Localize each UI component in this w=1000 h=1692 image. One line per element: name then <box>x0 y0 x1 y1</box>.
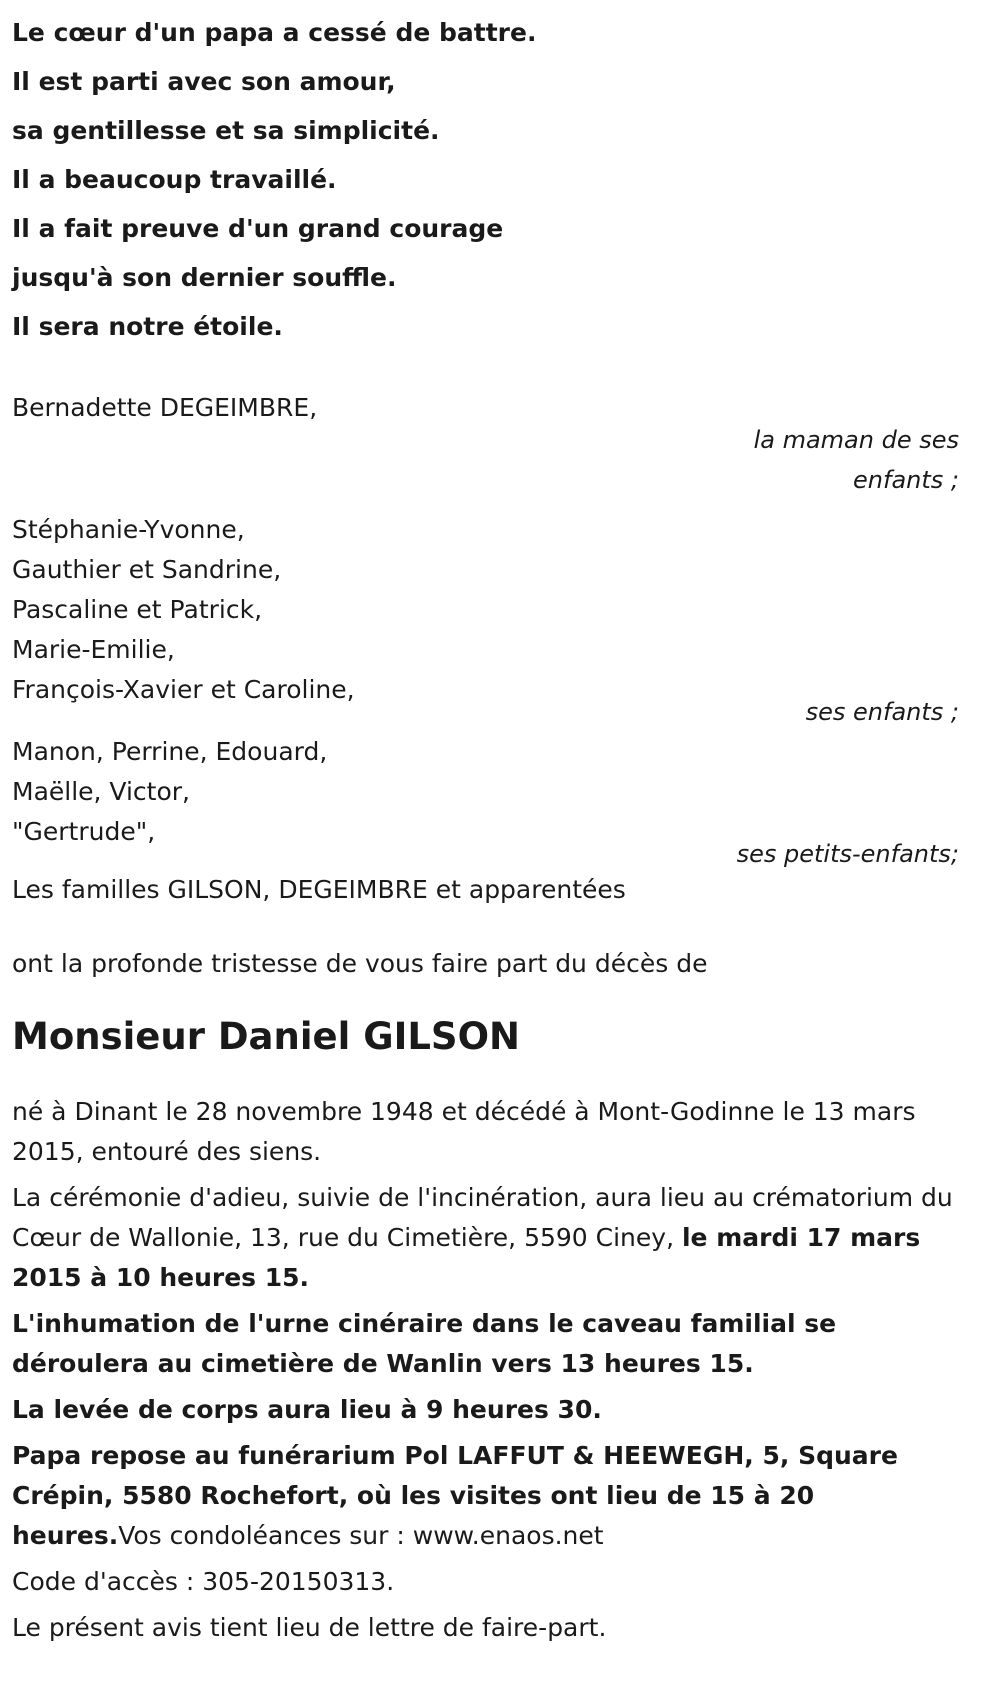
spouse-role: la maman de ses enfants ; <box>753 426 959 494</box>
ceremony-details <box>12 1178 972 1298</box>
inhumation-details: L'inhumation de l'urne cinéraire dans le caveau familial se déroulera au cimetière de Wanlin vers 13 heures 15. <box>12 1309 837 1378</box>
children-role: ses enfants ; <box>805 698 959 726</box>
deceased-name: Monsieur Daniel GILSON <box>12 1015 520 1058</box>
child-name: Marie-Emilie, <box>12 635 175 664</box>
access-code: Code d'accès : 305-20150313. <box>12 1567 395 1596</box>
funerarium-details <box>12 1436 972 1556</box>
ceremony-text: La cérémonie d'adieu, suivie de l'incinération, aura lieu au crématorium du Cœur de Wallonie, 13, rue du Cimetière, 5590 Ciney, <box>12 1183 953 1252</box>
poem-line: jusqu'à son dernier souffle. <box>12 263 397 292</box>
families-line: Les familles GILSON, DEGEIMBRE et apparentées <box>12 875 626 904</box>
poem <box>12 8 988 351</box>
poem-line: sa gentillesse et sa simplicité. <box>12 116 440 145</box>
poem-line: Il a beaucoup travaillé. <box>12 165 337 194</box>
condolences-text: Vos condoléances sur : www.enaos.net <box>118 1521 604 1550</box>
grandchild-name: Maëlle, Victor, <box>12 777 191 806</box>
spouse-name: Bernadette DEGEIMBRE, <box>12 393 318 422</box>
poem-line: Il sera notre étoile. <box>12 312 283 341</box>
grandchildren-group <box>12 732 988 874</box>
spouse-group <box>12 388 988 500</box>
child-name: Gauthier et Sandrine, <box>12 555 282 584</box>
ceremony-date: le mardi 17 mars 2015 à 10 heures 15. <box>12 1223 921 1292</box>
grandchild-name: "Gertrude", <box>12 817 156 846</box>
child-name: Stéphanie-Yvonne, <box>12 515 245 544</box>
poem-line: Le cœur d'un papa a cessé de battre. <box>12 18 537 47</box>
poem-line: Il a fait preuve d'un grand courage <box>12 214 504 243</box>
birth-death-details: né à Dinant le 28 novembre 1948 et décédé à Mont-Godinne le 13 mars 2015, entouré des siens. <box>12 1097 916 1166</box>
grandchild-name: Manon, Perrine, Edouard, <box>12 737 328 766</box>
child-name: Pascaline et Patrick, <box>12 595 263 624</box>
children-group <box>12 510 988 732</box>
grandchildren-role: ses petits-enfants; <box>736 840 959 868</box>
levee-details: La levée de corps aura lieu à 9 heures 30. <box>12 1395 602 1424</box>
funerarium-text: Papa repose au funérarium Pol LAFFUT & HEEWEGH, 5, Square Crépin, 5580 Rochefort, où les visites ont lieu de 15 à 20 heures. <box>12 1441 898 1550</box>
poem-line: Il est parti avec son amour, <box>12 67 396 96</box>
announcement: ont la profonde tristesse de vous faire part du décès de <box>12 949 708 978</box>
notice: Le présent avis tient lieu de lettre de faire-part. <box>12 1613 607 1642</box>
child-name: François-Xavier et Caroline, <box>12 675 355 704</box>
